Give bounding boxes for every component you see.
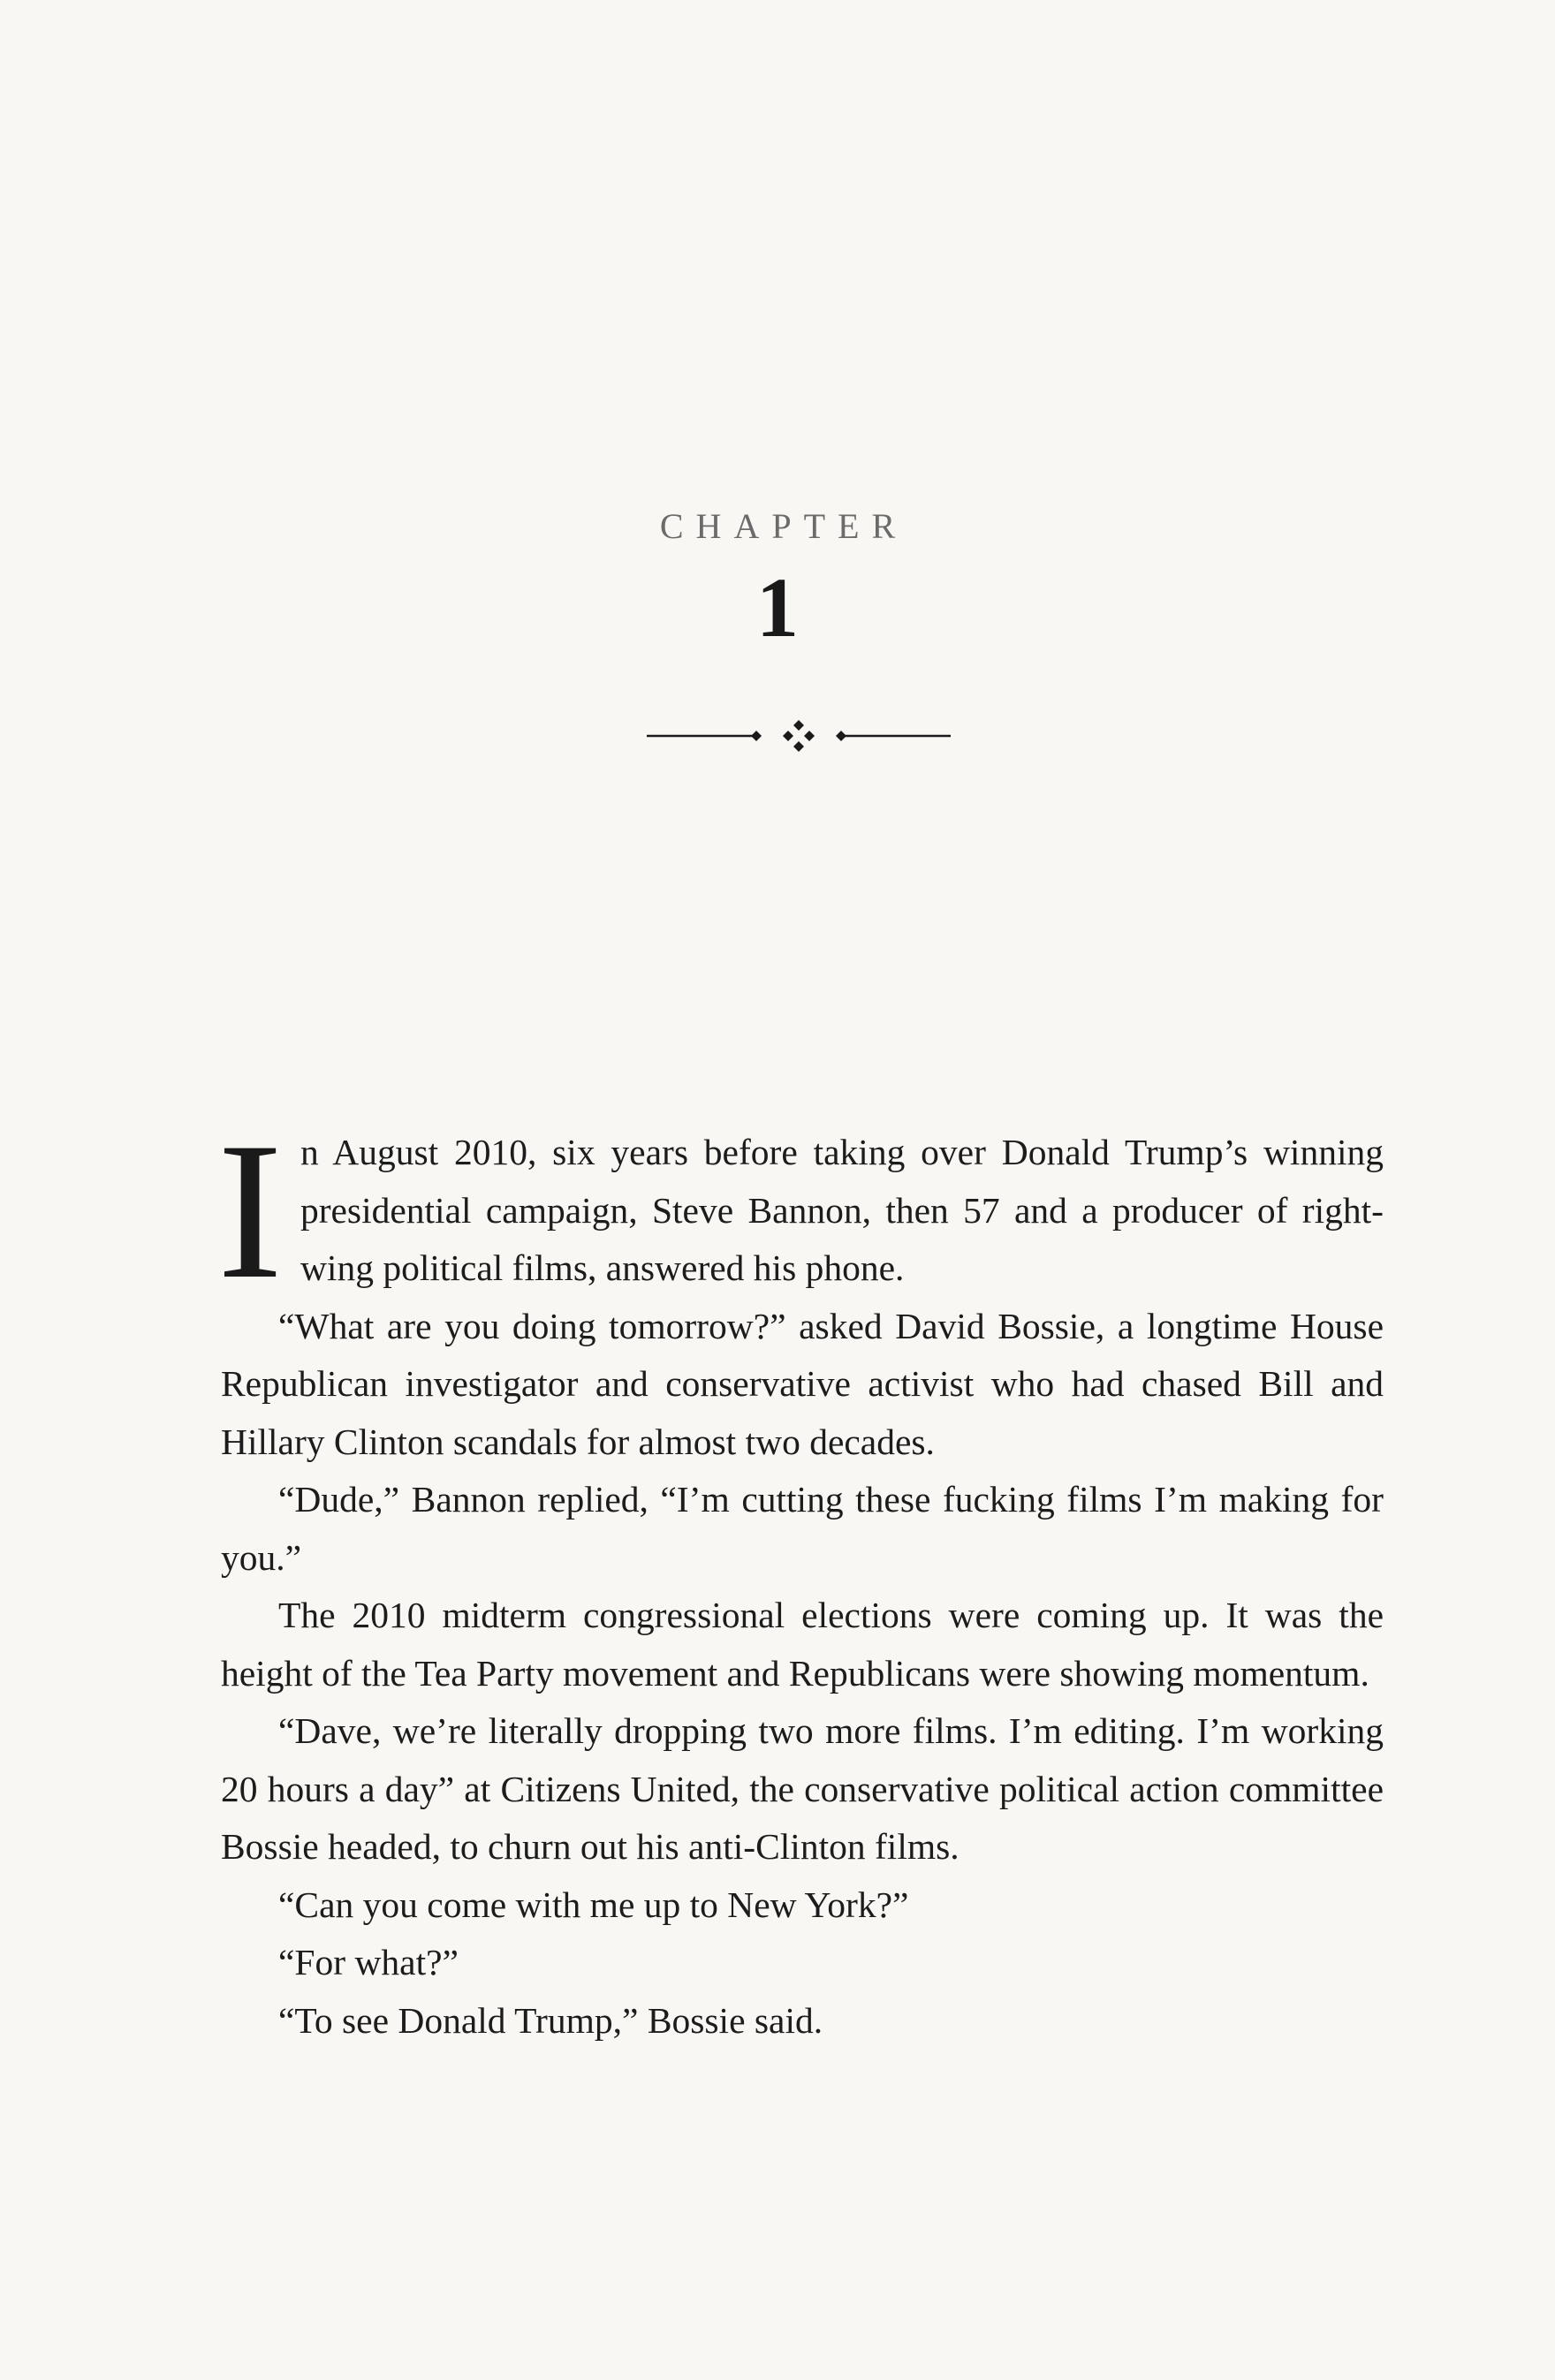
paragraph-1 [217, 1103, 1384, 1320]
chapter-number: 1 [756, 560, 799, 655]
diamond-cluster-divider-icon [647, 714, 951, 758]
paragraph-5: “Dave, we’re literally dropping two more films. I’m editing. I’m working 20 hours a day” at Citizens United, the conservative political action committee Bossie headed, to churn out his anti-Clinton films. [221, 1710, 1384, 1867]
chapter-label: CHAPTER [659, 506, 908, 546]
paragraph-3: “Dude,” Bannon replied, “I’m cutting these fucking films I’m making for you.” [221, 1479, 1384, 1578]
paragraph-4: The 2010 midterm congressional elections were coming up. It was the height of the Tea Party movement and Republicans were showing momentum. [221, 1595, 1384, 1694]
drop-cap: I [217, 1103, 283, 1320]
paragraph-8: “To see Donald Trump,” Bossie said. [278, 1999, 823, 2041]
paragraph-1-text: n August 2010, six years before taking over Donald Trump’s winning presidential campaign, Steve Bannon, then 57 and a producer of right-wing political films, answered his phone. [300, 1132, 1384, 1288]
paragraph-7: “For what?” [278, 1942, 459, 1982]
chapter-body [217, 1103, 1384, 2050]
paragraph-2: “What are you doing tomorrow?” asked David Bossie, a longtime House Republican investigator and conservative activist who had chased Bill and Hillary Clinton scandals for almost two decades. [221, 1305, 1384, 1462]
paragraph-6: “Can you come with me up to New York?” [278, 1884, 909, 1925]
